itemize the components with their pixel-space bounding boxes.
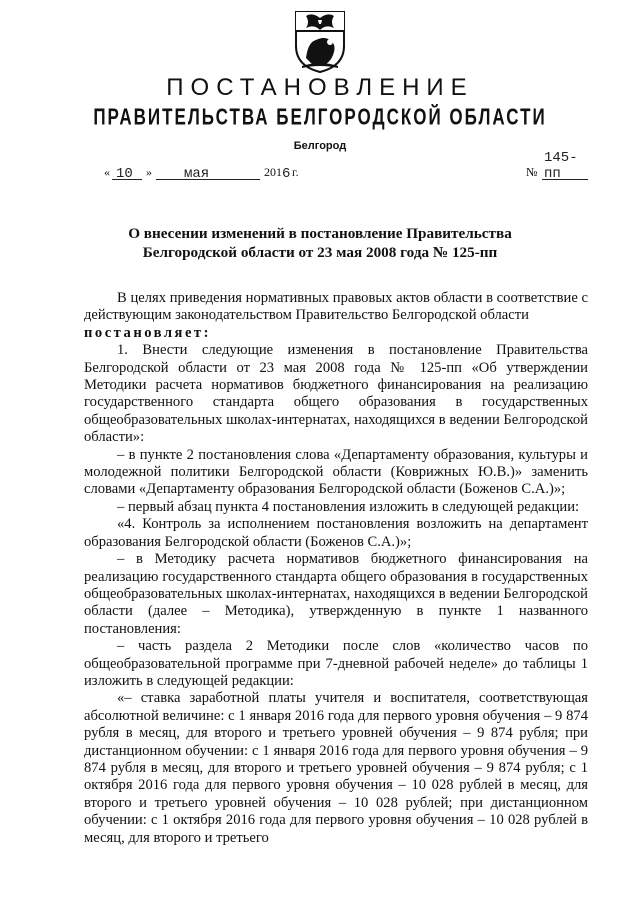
paragraph-methodology: – в Методику расчета нормативов бюджетного финансирования на реализацию государственного стандарта общего образования в государственных общеобразовательных школах-интернатах, находящихся в ведении Белгородской области (далее – Методика), утвержденную в пункте 1 названного постановления: [84, 551, 588, 637]
issuing-authority-title: ПРАВИТЕЛЬСТВА БЕЛГОРОДСКОЙ ОБЛАСТИ [93, 104, 547, 130]
document-number: 145-пп [544, 150, 578, 182]
heading-line-1: О внесении изменений в постановление Правительства [128, 225, 512, 242]
date-year-suffix: 6 [282, 166, 291, 182]
paragraph-resolves: постановляет: [84, 324, 211, 341]
paragraph-item-1: 1. Внести следующие изменения в постановление Правительства Белгородской области от 23 мая 2008 года № 125-пп «Об утверждении Методики расчета нормативов бюджетного финансирования на реализацию государственного стандарта общего образования в государственных общеобразовательных школах-интернатах, находящихся в ведении Белгородской области»: [84, 342, 588, 446]
document-body [84, 290, 588, 847]
date-month: мая [184, 166, 210, 182]
date-open-quote: « [104, 165, 110, 179]
document-type-title: ПОСТАНОВЛЕНИЕ [166, 74, 474, 101]
paragraph-preamble: В целях приведения нормативных правовых актов области в соответствие с действующим законодательством Правительство Белгородской области [84, 290, 588, 324]
date-year-end: г. [292, 165, 299, 179]
coat-of-arms-icon [292, 8, 348, 74]
date-close-quote: » [146, 165, 152, 179]
city-name: Белгород [293, 140, 347, 152]
paragraph-control-clause: «4. Контроль за исполнением постановления возложить на департамент образования Белгородской области (Боженов С.А.)»; [84, 516, 588, 550]
document-heading [80, 224, 560, 262]
date-day: 10 [116, 166, 133, 182]
paragraph-section-2: – часть раздела 2 Методики после слов «количество часов по общеобразовательной программе при 7-дневной рабочей неделе» до таблицы 1 изложить в следующей редакции: [84, 638, 588, 689]
paragraph-salary-rates: «– ставка заработной платы учителя и воспитателя, соответствующая абсолютной величине: с 1 января 2016 года для первого уровня обучения – 9 874 рубля в месяц, для второго и третьего уровней обучения – 9 874 рубля; при дистанционном обучении: с 1 января 2016 года для первого уровня обучения – 9 874 рубля в месяц, для второго и третьего уровней обучения – 9 874 рубля; с 1 октября 2016 года для первого уровня обучения – 10 028 рублей в месяц, для второго и третьего уровней обучения – 10 028 рублей; при дистанционном обучении: с 1 октября 2016 года для первого уровня обучения – 10 028 рублей в месяц, для второго и третьего [84, 690, 588, 846]
paragraph-amendment-point-2: – в пункте 2 постановления слова «Департаменту образования, культуры и молодежной политики Белгородской области (Коврижных Ю.В.)» заменить словами «Департаменту образования Белгородской области (Боженов С.А.)»; [84, 446, 588, 498]
paragraph-amendment-point-4: – первый абзац пункта 4 постановления изложить в следующей редакции: [117, 498, 580, 515]
date-number-line [104, 150, 588, 182]
document-number-label: № [526, 165, 538, 179]
heading-line-2: Белгородской области от 23 мая 2008 года № 125-пп [142, 244, 498, 261]
date-year-prefix: 201 [264, 165, 282, 179]
